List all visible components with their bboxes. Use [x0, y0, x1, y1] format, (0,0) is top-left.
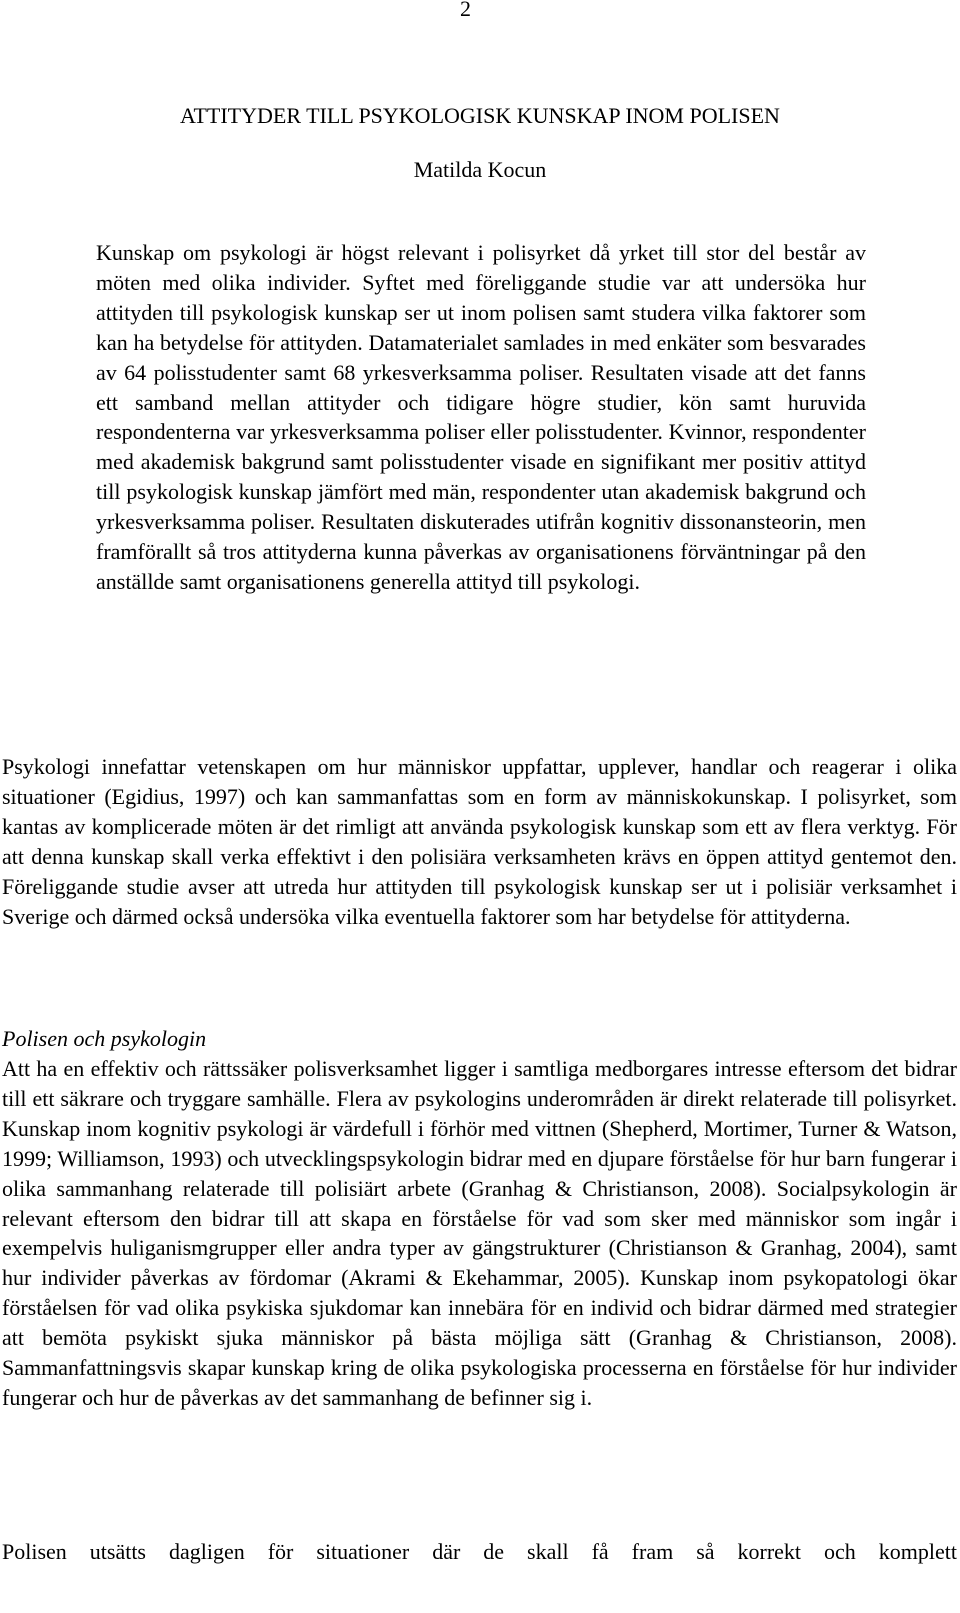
body-paragraph-continued: Polisen utsätts dagligen för situationer där de skall få fram så korrekt och komplett — [2, 1539, 957, 1564]
section-heading: Polisen och psykologin — [2, 1026, 207, 1051]
intro-paragraph: Psykologi innefattar vetenskapen om hur människor uppfattar, upplever, handlar och reagerar i olika situationer (Egidius, 1997) och kan sammanfattas som en form av människokunskap. I polisyrket, som kantas av komplicerade möten är det rimligt att använda psykologisk kunskap som ett av flera verktyg. För att denna kunskap skall verka effektivt i den polisiära verksamheten krävs en öppen attityd gentemot den. Föreliggande studie avser att utreda hur attityden till psykologisk kunskap ser ut i polisiär verksamhet i Sverige och därmed också undersöka vilka eventuella faktorer som har betydelse för attityderna. — [2, 754, 957, 929]
author-name: Matilda Kocun — [413, 157, 547, 182]
paper-title: ATTITYDER TILL PSYKOLOGISK KUNSKAP INOM POLISEN — [180, 103, 780, 128]
section-body: Att ha en effektiv och rättssäker polisverksamhet ligger i samtliga medborgares intresse eftersom det bidrar till ett säkrare och tryggare samhälle. Flera av psykologins underområden är direkt relaterade till polisyrket. Kunskap inom kognitiv psykologi är värdefull i förhör med vittnen (Shepherd, Mortimer, Turner & Watson, 1999; Williamson, 1993) och utvecklingspsykologin bidrar med en djupare förståelse för hur barn fungerar i olika sammanhang relaterade till polisiärt arbete (Granhag & Christianson, 2008). Socialpsykologin är relevant eftersom den bidrar till att skapa en förståelse för vad som sker med människor som ingår i exempelvis huliganismgrupper eller andra typer av gängstrukturer (Christianson & Granhag, 2004), samt hur individer påverkas av fördomar (Akrami & Ekehammar, 2005). Kunskap inom psykopatologi ökar förståelsen för vad olika psykiska sjukdomar kan innebära för en individ och bidrar därmed med strategier att bemöta psykiskt sjuka människor på bästa möjliga sätt (Granhag & Christianson, 2008). Sammanfattningsvis skapar kunskap kring de olika psykologiska processerna en förståelse för hur individer fungerar och hur de påverkas av det sammanhang de befinner sig i. — [2, 1056, 957, 1410]
page-number: 2 — [460, 0, 471, 21]
abstract: Kunskap om psykologi är högst relevant i polisyrket då yrket till stor del består av möten med olika individer. Syftet med föreliggande studie var att undersöka hur attityden till psykologisk kunskap ser ut inom polisen samt studera vilka faktorer som kan ha betydelse för attityden. Datamaterialet samlades in med enkäter som besvarades av 64 polisstudenter samt 68 yrkesverksamma poliser. Resultaten visade att det fanns ett samband mellan attityder och tidigare högre studier, kön samt huruvida respondenterna var yrkesverksamma poliser eller polisstudenter. Kvinnor, respondenter med akademisk bakgrund samt polisstudenter visade en signifikant mer positiv attityd till psykologisk kunskap jämfört med män, respondenter utan akademisk bakgrund och yrkesverksamma poliser. Resultaten diskuterades utifrån kognitiv dissonansteorin, men framförallt så tros attityderna kunna påverkas av organisationens förväntningar på den anställde samt organisationens generella attityd till psykologi. — [96, 240, 866, 594]
